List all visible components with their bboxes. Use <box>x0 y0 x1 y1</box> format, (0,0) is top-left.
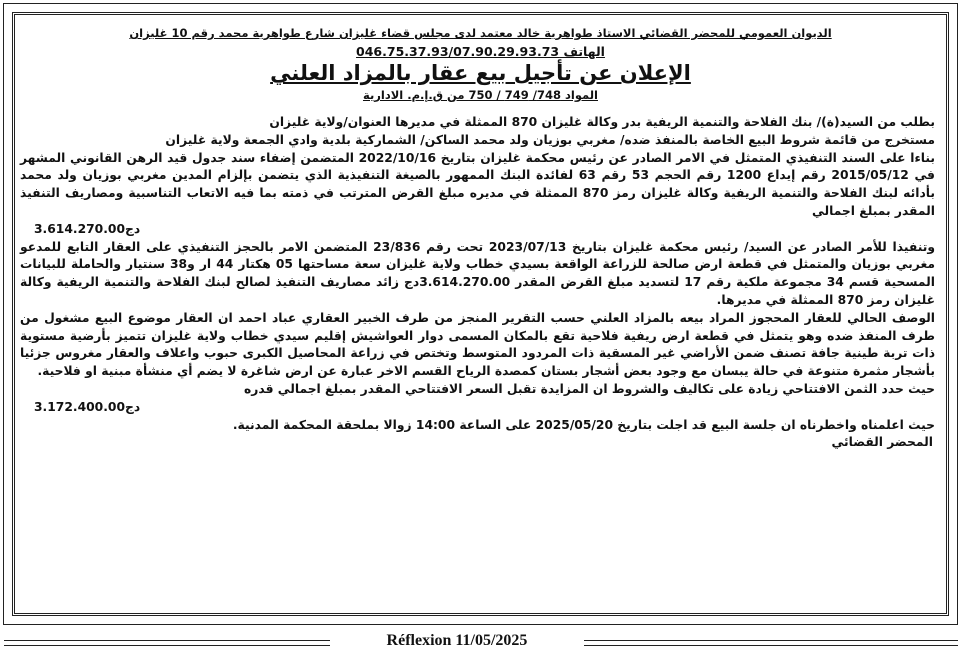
document-frame <box>3 3 958 625</box>
executive-title-paragraph: بناءا على السند التنفيذي المتمثل في الامر الصادر عن رئيس محكمة غليزان بتاريخ 2022/10/16 المتضمن إضفاء سند جدول قيد الرهن القانوني المشهر في 2015/05/12 رقم إيداع 1200 رقم الحجم 53 رقم 63 لفائدة البنك الممهور بالصيغة التنفيذية الذي يتضمن بإلزام المدين مغربي بوزيان ولد محمد بأدائه لبنك الفلاحة والتنمية الريفية وكالة غليزان رمز 870 الممثلة في مديره مبلغ القرض المترتب في ذمته بما فيه الاتعاب التناسبية ومصاريف التنفيذ المقدر بمبلغ اجمالي <box>20 150 935 218</box>
property-description-paragraph: الوصف الحالي للعقار المحجوز المراد بيعه بالمزاد العلني حسب التقرير المنجز من طرف الخبير العقاري عباد احمد ان العقار موضوع البيع مشغول من طرف المنفذ ضده وهو يتمثل في قطعة ارض ريفية فلاحية تقع بالمكان المسمى دوار العواشيش إقليم سيدي خطاب ولاية غليزان تتميز بأرضية مستوية ذات تربة طينية جافة تصنف ضمن الأراضي غير المسقية ذات المردود المتوسط وتختص في زراعة المحاصيل الكبرى حبوب واعلاف والعقار مغروس جزئيا بأشجار مثمرة متنوعة في حالة يبسان مع وجود بعض أشجار بستان كمصدة الرياح القسم الاخر عبارة عن ارض شاغرة لا يضم أي منشأة مبنية او فلاحية. <box>20 310 935 379</box>
bailiff-signature: المحضر القضائي <box>831 435 933 450</box>
publication-credit: Réflexion 11/05/2025 <box>386 632 528 649</box>
sale-conditions-paragraph: مستخرج من قائمة شروط البيع الخاصة بالمنفذ ضده/ مغربي بوزيان ولد محمد الساكن/ الشماركية بلدية وادي الجمعة ولاية غليزان <box>165 132 935 147</box>
phone-line: الهاتف 046.75.37.93/07.90.29.93.73 <box>356 44 605 59</box>
legal-articles-line: المواد 748/ 749 / 750 من ق.إ.م. الادارية <box>362 88 598 102</box>
announcement-body <box>20 114 935 452</box>
footer-rule-left <box>4 640 330 646</box>
opening-price-paragraph: حيث حدد الثمن الافتتاحي زيادة على تكاليف والشروط ان المزايدة تقبل السعر الافتتاحي المقدر بمبلغ اجمالي قدره <box>244 381 935 396</box>
total-debt-amount: 3.614.270.00دج <box>34 221 141 236</box>
document-header <box>4 26 957 102</box>
announcement-title: الإعلان عن تأجيل بيع عقار بالمزاد العلني <box>270 61 691 85</box>
bailiff-office-line: الديوان العمومي للمحضر القضائي الاستاذ طواهرية خالد معتمد لدى مجلس قضاء غليزان شارع طواهرية محمد رقم 10 غليزان <box>129 26 832 40</box>
document-footer <box>0 628 967 654</box>
opening-price-amount: 3.172.400.00دج <box>34 399 141 414</box>
seizure-order-paragraph: وتنفيذا للأمر الصادر عن السيد/ رئيس محكمة غليزان بتاريخ 2023/07/13 تحت رقم 23/836 المتضمن الامر بالحجز التنفيذي على العقار التابع للمدعو مغربي بوزيان والمتمثل في قطعة ارض صالحة للزراعة الواقعة بسيدي خطاب ولاية غليزان سعة مساحتها 05 هكتار 44 ار و38 سنتيار والحاملة للبيانات المسحية قسم 34 مجموعة ملكية رقم 17 لتسديد مبلغ القرض المقدر 3.614.270.00دج زائد مصاريف التنفيذ لصالح لبنك الفلاحة والتنمية الريفية وكالة غليزان رمز 870 الممثلة في مديرها. <box>20 239 936 307</box>
footer-rule-right <box>584 640 958 646</box>
sale-date-paragraph: حيث اعلمناه واخطرناه ان جلسة البيع قد اجلت بتاريخ 2025/05/20 على الساعة 14:00 زوالا بملحقة المحكمة المدنية. <box>232 417 935 432</box>
requester-paragraph: بطلب من السيد(ة)/ بنك الفلاحة والتنمية الريفية بدر وكالة غليزان 870 الممثلة في مديرها العنوان/ولاية غليزان <box>269 115 935 129</box>
